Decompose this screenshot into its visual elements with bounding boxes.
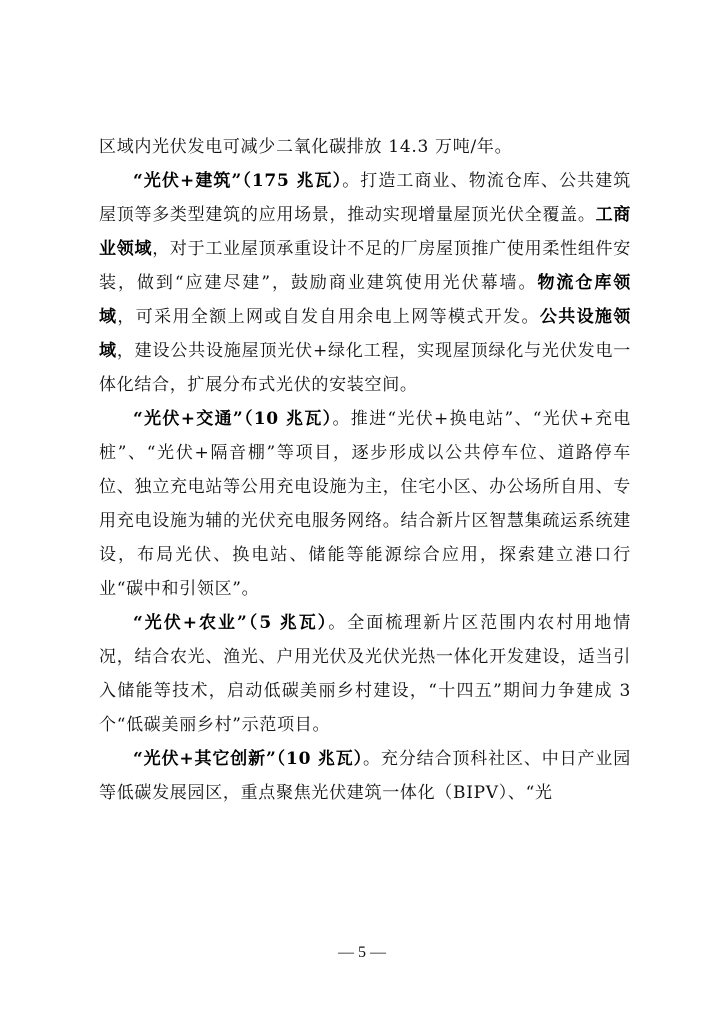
bold-heading-text: 工商业领域 <box>99 205 631 259</box>
paragraph-1 <box>99 164 631 402</box>
paragraph-3 <box>99 606 631 742</box>
paragraph-2 <box>99 402 631 606</box>
paragraph-text: 。充分结合顶科社区、中日产业园等低碳发展园区，重点聚焦光伏建筑一体化（BIPV）、“光 <box>99 749 632 803</box>
bold-heading-text: “光伏+其它创新”（10 兆瓦） <box>133 749 364 769</box>
paragraph-text: ，对于工业屋顶承重设计不足的厂房屋顶推广使用柔性组件安装，做到“应建尽建”，鼓励商业建筑使用光伏幕墙。 <box>99 239 631 293</box>
bold-heading-text: “光伏+农业”（5 兆瓦） <box>133 613 329 633</box>
bold-heading-text: 物流仓库领域 <box>99 273 631 327</box>
paragraph-text: 。推进“光伏+换电站”、“光伏+充电桩”、“光伏+隔音棚”等项目，逐步形成以公共停车位、道路停车位、独立充电站等公用充电设施为主，住宅小区、办公场所自用、专用充电设施为辅的光伏充电服务网络。结合新片区智慧集疏运系统建设，布局光伏、换电站、储能等能源综合应用，探索建立港口行业“碳中和引领区”。 <box>99 409 631 599</box>
body-text <box>99 130 631 810</box>
bold-heading-text: 公共设施领域 <box>99 307 631 361</box>
paragraph-4 <box>99 742 631 810</box>
paragraph-text: ，可采用全额上网或自发自用余电上网等模式开发。 <box>117 307 540 327</box>
paragraph-text: 。打造工商业、物流仓库、公共建筑屋顶等多类型建筑的应用场景，推动实现增量屋顶光伏全覆盖。 <box>99 171 631 225</box>
paragraph-text: 区域内光伏发电可减少二氧化碳排放 14.3 万吨/年。 <box>99 137 513 157</box>
paragraph-0 <box>99 130 631 164</box>
paragraph-text: ，建设公共设施屋顶光伏+绿化工程，实现屋顶绿化与光伏发电一体化结合，扩展分布式光伏的安装空间。 <box>99 341 632 395</box>
page-number: — 5 — <box>338 944 386 961</box>
bold-heading-text: “光伏+建筑”（175 兆瓦） <box>133 171 343 191</box>
paragraph-text: 。全面梳理新片区范围内农村用地情况，结合农光、渔光、户用光伏及光伏光热一体化开发建设，适当引入储能等技术，启动低碳美丽乡村建设，“十四五”期间力争建成 3 个“低碳美丽乡村”示范项目。 <box>99 613 631 735</box>
bold-heading-text: “光伏+交通”（10 兆瓦） <box>133 409 333 429</box>
